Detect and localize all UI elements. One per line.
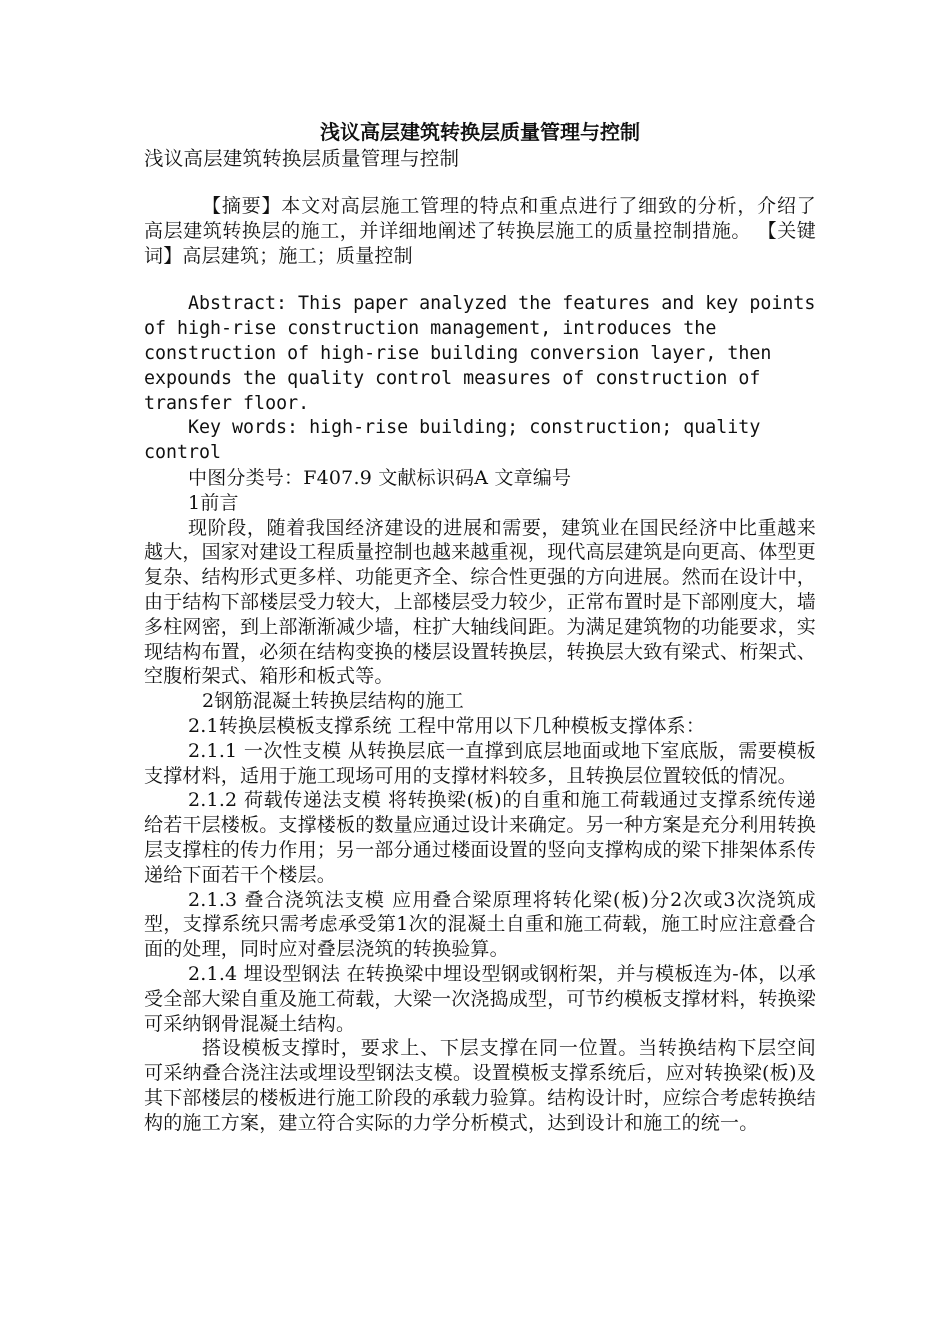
document-page xyxy=(144,118,816,1135)
classification-line: 中图分类号：F407.9 文献标识码A 文章编号 xyxy=(188,466,572,489)
page-title: 浅议高层建筑转换层质量管理与控制 xyxy=(320,120,640,144)
keywords-en-paragraph: Key words: high-rise building; construction; quality control xyxy=(144,417,761,464)
abstract-cn-paragraph: 【摘要】本文对高层施工管理的特点和重点进行了细致的分析，介绍了高层建筑转换层的施工，并详细地阐述了转换层施工的质量控制措施。 【关键词】高层建筑；施工；质量控制 xyxy=(144,195,816,267)
abstract-en-paragraph: Abstract: This paper analyzed the features and key points of high-rise construction management, introduces the construction of high-rise building conversion layer, then expounds the quality control measures of construction of transfer floor. xyxy=(144,293,816,414)
section-2-1-2-paragraph: 2.1.2 荷载传递法支模 将转换梁(板)的自重和施工荷载通过支撑系统传递给若干层楼板。支撑楼板的数量应通过设计来确定。另一种方案是充分利用转换层支撑柱的传力作用；另一部分通过楼面设置的竖向支撑构成的梁下排架体系传递给下面若干个楼层。 xyxy=(144,789,817,886)
section-1-body: 现阶段，随着我国经济建设的进展和需要，建筑业在国民经济中比重越来越大，国家对建设工程质量控制也越来越重视，现代高层建筑是向更高、体型更复杂、结构形式更多样、功能更齐全、综合性更强的方向进展。然而在设计中，由于结构下部楼层受力较大，上部楼层受力较少，正常布置时是下部刚度大，墙多柱网密，到上部渐渐减少墙，柱扩大轴线间距。为满足建筑物的功能要求，实现结构布置，必须在结构变换的楼层设置转换层，转换层大致有梁式、桁架式、空腹桁架式、箱形和板式等。 xyxy=(144,516,817,688)
section-2-1-1-paragraph: 2.1.1 一次性支模 从转换层底一直撑到底层地面或地下室底版，需要模板支撑材料，适用于施工现场可用的支撑材料较多，且转换层位置较低的情况。 xyxy=(144,739,816,787)
section-1-heading: 1前言 xyxy=(188,491,239,514)
section-2-1-3-paragraph: 2.1.3 叠合浇筑法支模 应用叠合梁原理将转化梁(板)分2次或3次浇筑成型，支撑系统只需考虑承受第1次的混凝土自重和施工荷载，施工时应注意叠合面的处理，同时应对叠层浇筑的转换验算。 xyxy=(144,888,816,961)
subtitle: 浅议高层建筑转换层质量管理与控制 xyxy=(144,147,460,170)
section-2-heading: 2钢筋混凝土转换层结构的施工 xyxy=(202,690,464,713)
section-2-1-paragraph: 2.1转换层模板支撑系统 工程中常用以下几种模板支撑体系： xyxy=(188,714,706,737)
section-2-note-paragraph: 搭设模板支撑时，要求上、下层支撑在同一位置。当转换结构下层空间可采纳叠合浇注法或埋设型钢法支模。设置模板支撑系统后，应对转换梁(板)及其下部楼层的楼板进行施工阶段的承载力验算。结构设计时，应综合考虑转换结构的施工方案，建立符合实际的力学分析模式，达到设计和施工的统一。 xyxy=(144,1037,817,1134)
section-2-1-4-paragraph: 2.1.4 埋设型钢法 在转换梁中埋设型钢或钢桁架，并与模板连为-体，以承受全部大梁自重及施工荷载，大梁一次浇捣成型，可节约模板支撑材料，转换梁可采纳钢骨混凝土结构。 xyxy=(144,962,817,1035)
